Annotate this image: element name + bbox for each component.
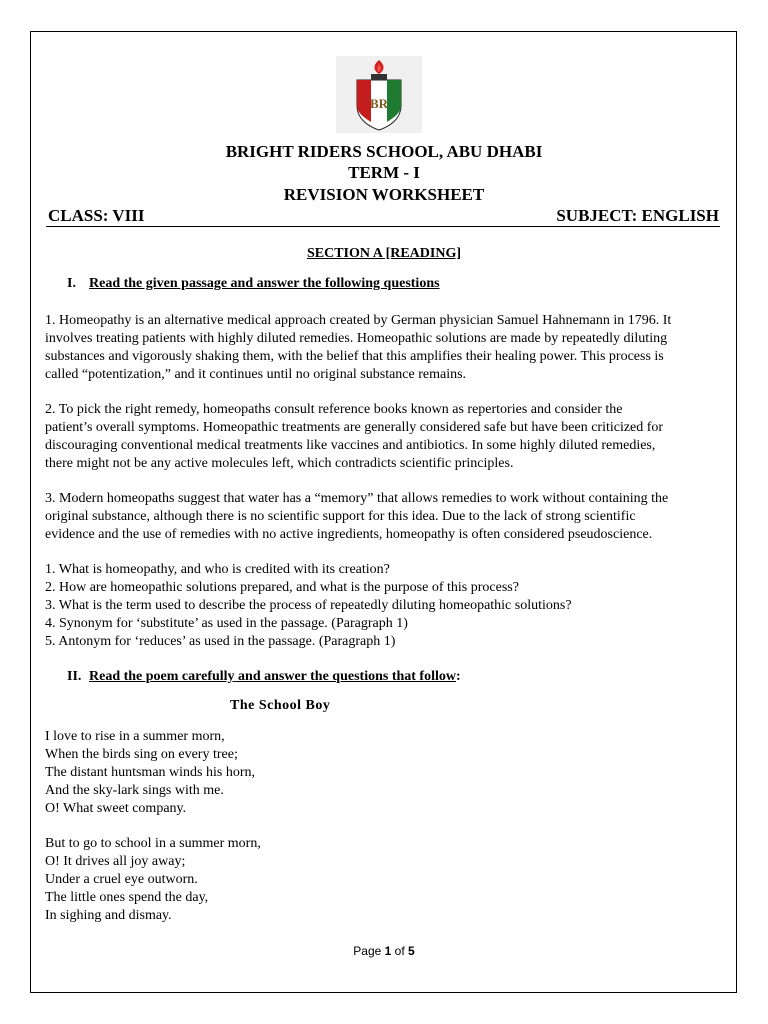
question-item: 3. What is the term used to describe the process of repeatedly diluting homeopathic solutions? bbox=[45, 598, 572, 613]
poem-line: In sighing and dismay. bbox=[45, 908, 172, 923]
worksheet-title: REVISION WORKSHEET bbox=[283, 185, 485, 204]
passage-line: 1. Homeopathy is an alternative medical approach created by German physician Samuel Hahnemann in 1796. It bbox=[45, 313, 672, 328]
passage-paragraph-1 bbox=[45, 312, 725, 384]
part2-instruction-colon: : bbox=[456, 669, 461, 684]
passage-line: discouraging conventional medical treatments like vaccines and antibiotics. In some highly diluted remedies, bbox=[45, 438, 656, 453]
passage-paragraph-2 bbox=[45, 401, 725, 473]
class-label: CLASS: VIII bbox=[48, 206, 145, 225]
poem-line: Under a cruel eye outworn. bbox=[45, 872, 198, 887]
poem-line: O! It drives all joy away; bbox=[45, 854, 186, 869]
poem-stanza-1 bbox=[45, 728, 255, 818]
page-number bbox=[0, 944, 768, 958]
school-name: BRIGHT RIDERS SCHOOL, ABU DHABI bbox=[225, 142, 543, 161]
school-logo bbox=[336, 56, 422, 133]
logo-text: BR bbox=[369, 96, 389, 111]
page-word: Page bbox=[353, 944, 382, 958]
poem-line: I love to rise in a summer morn, bbox=[45, 729, 225, 744]
section-title: SECTION A [READING] bbox=[306, 246, 462, 261]
total-pages: 5 bbox=[408, 944, 415, 958]
poem-line: The distant huntsman winds his horn, bbox=[45, 765, 255, 780]
question-item: 4. Synonym for ‘substitute’ as used in the passage. (Paragraph 1) bbox=[45, 616, 408, 631]
part2-instruction: Read the poem carefully and answer the questions that follow bbox=[89, 669, 456, 684]
passage-line: 3. Modern homeopaths suggest that water has a “memory” that allows remedies to work without containing the bbox=[45, 491, 669, 506]
question-item: 1. What is homeopathy, and who is credited with its creation? bbox=[45, 562, 390, 577]
term-label: TERM - I bbox=[348, 163, 420, 182]
passage-line: called “potentization,” and it continues until no original substance remains. bbox=[45, 367, 467, 382]
poem-line: O! What sweet company. bbox=[45, 801, 187, 816]
poem-line: But to go to school in a summer morn, bbox=[45, 836, 261, 851]
header-rule bbox=[46, 226, 720, 227]
question-item: 5. Antonym for ‘reduces’ as used in the passage. (Paragraph 1) bbox=[45, 634, 396, 649]
part1-heading bbox=[67, 276, 440, 292]
passage-line: substances and vigorously shaking them, with the belief that this amplifies their healing power. This process is bbox=[45, 349, 664, 364]
poem-stanza-2 bbox=[45, 835, 261, 925]
passage-line: there might not be any active molecules left, which contradicts scientific principles. bbox=[45, 456, 514, 471]
question-list bbox=[45, 561, 572, 651]
part1-instruction: Read the given passage and answer the following questions bbox=[89, 276, 440, 291]
passage-line: original substance, although there is no scientific support for this idea. Due to the lack of strong scientific bbox=[45, 509, 636, 524]
passage-line: 2. To pick the right remedy, homeopaths consult reference books known as repertories and consider the bbox=[45, 402, 623, 417]
part1-number: I. bbox=[67, 276, 76, 291]
passage-line: involves treating patients with highly diluted remedies. Homeopathic solutions are made by repeatedly diluting bbox=[45, 331, 668, 346]
current-page: 1 bbox=[384, 944, 392, 958]
subject-label: SUBJECT: ENGLISH bbox=[556, 206, 719, 225]
part2-number: II. bbox=[67, 669, 82, 684]
passage-line: evidence and the use of remedies with no active ingredients, homeopathy is often considered pseudoscience. bbox=[45, 527, 653, 542]
poem-line: When the birds sing on every tree; bbox=[45, 747, 238, 762]
of-word: of bbox=[394, 944, 405, 958]
poem-title: The School Boy bbox=[230, 698, 331, 713]
part2-heading bbox=[67, 669, 461, 685]
poem-line: The little ones spend the day, bbox=[45, 890, 209, 905]
poem-line: And the sky-lark sings with me. bbox=[45, 783, 224, 798]
passage-paragraph-3 bbox=[45, 490, 725, 544]
passage-line: patient’s overall symptoms. Homeopathic treatments are generally considered safe but have been criticized for bbox=[45, 420, 664, 435]
question-item: 2. How are homeopathic solutions prepared, and what is the purpose of this process? bbox=[45, 580, 519, 595]
